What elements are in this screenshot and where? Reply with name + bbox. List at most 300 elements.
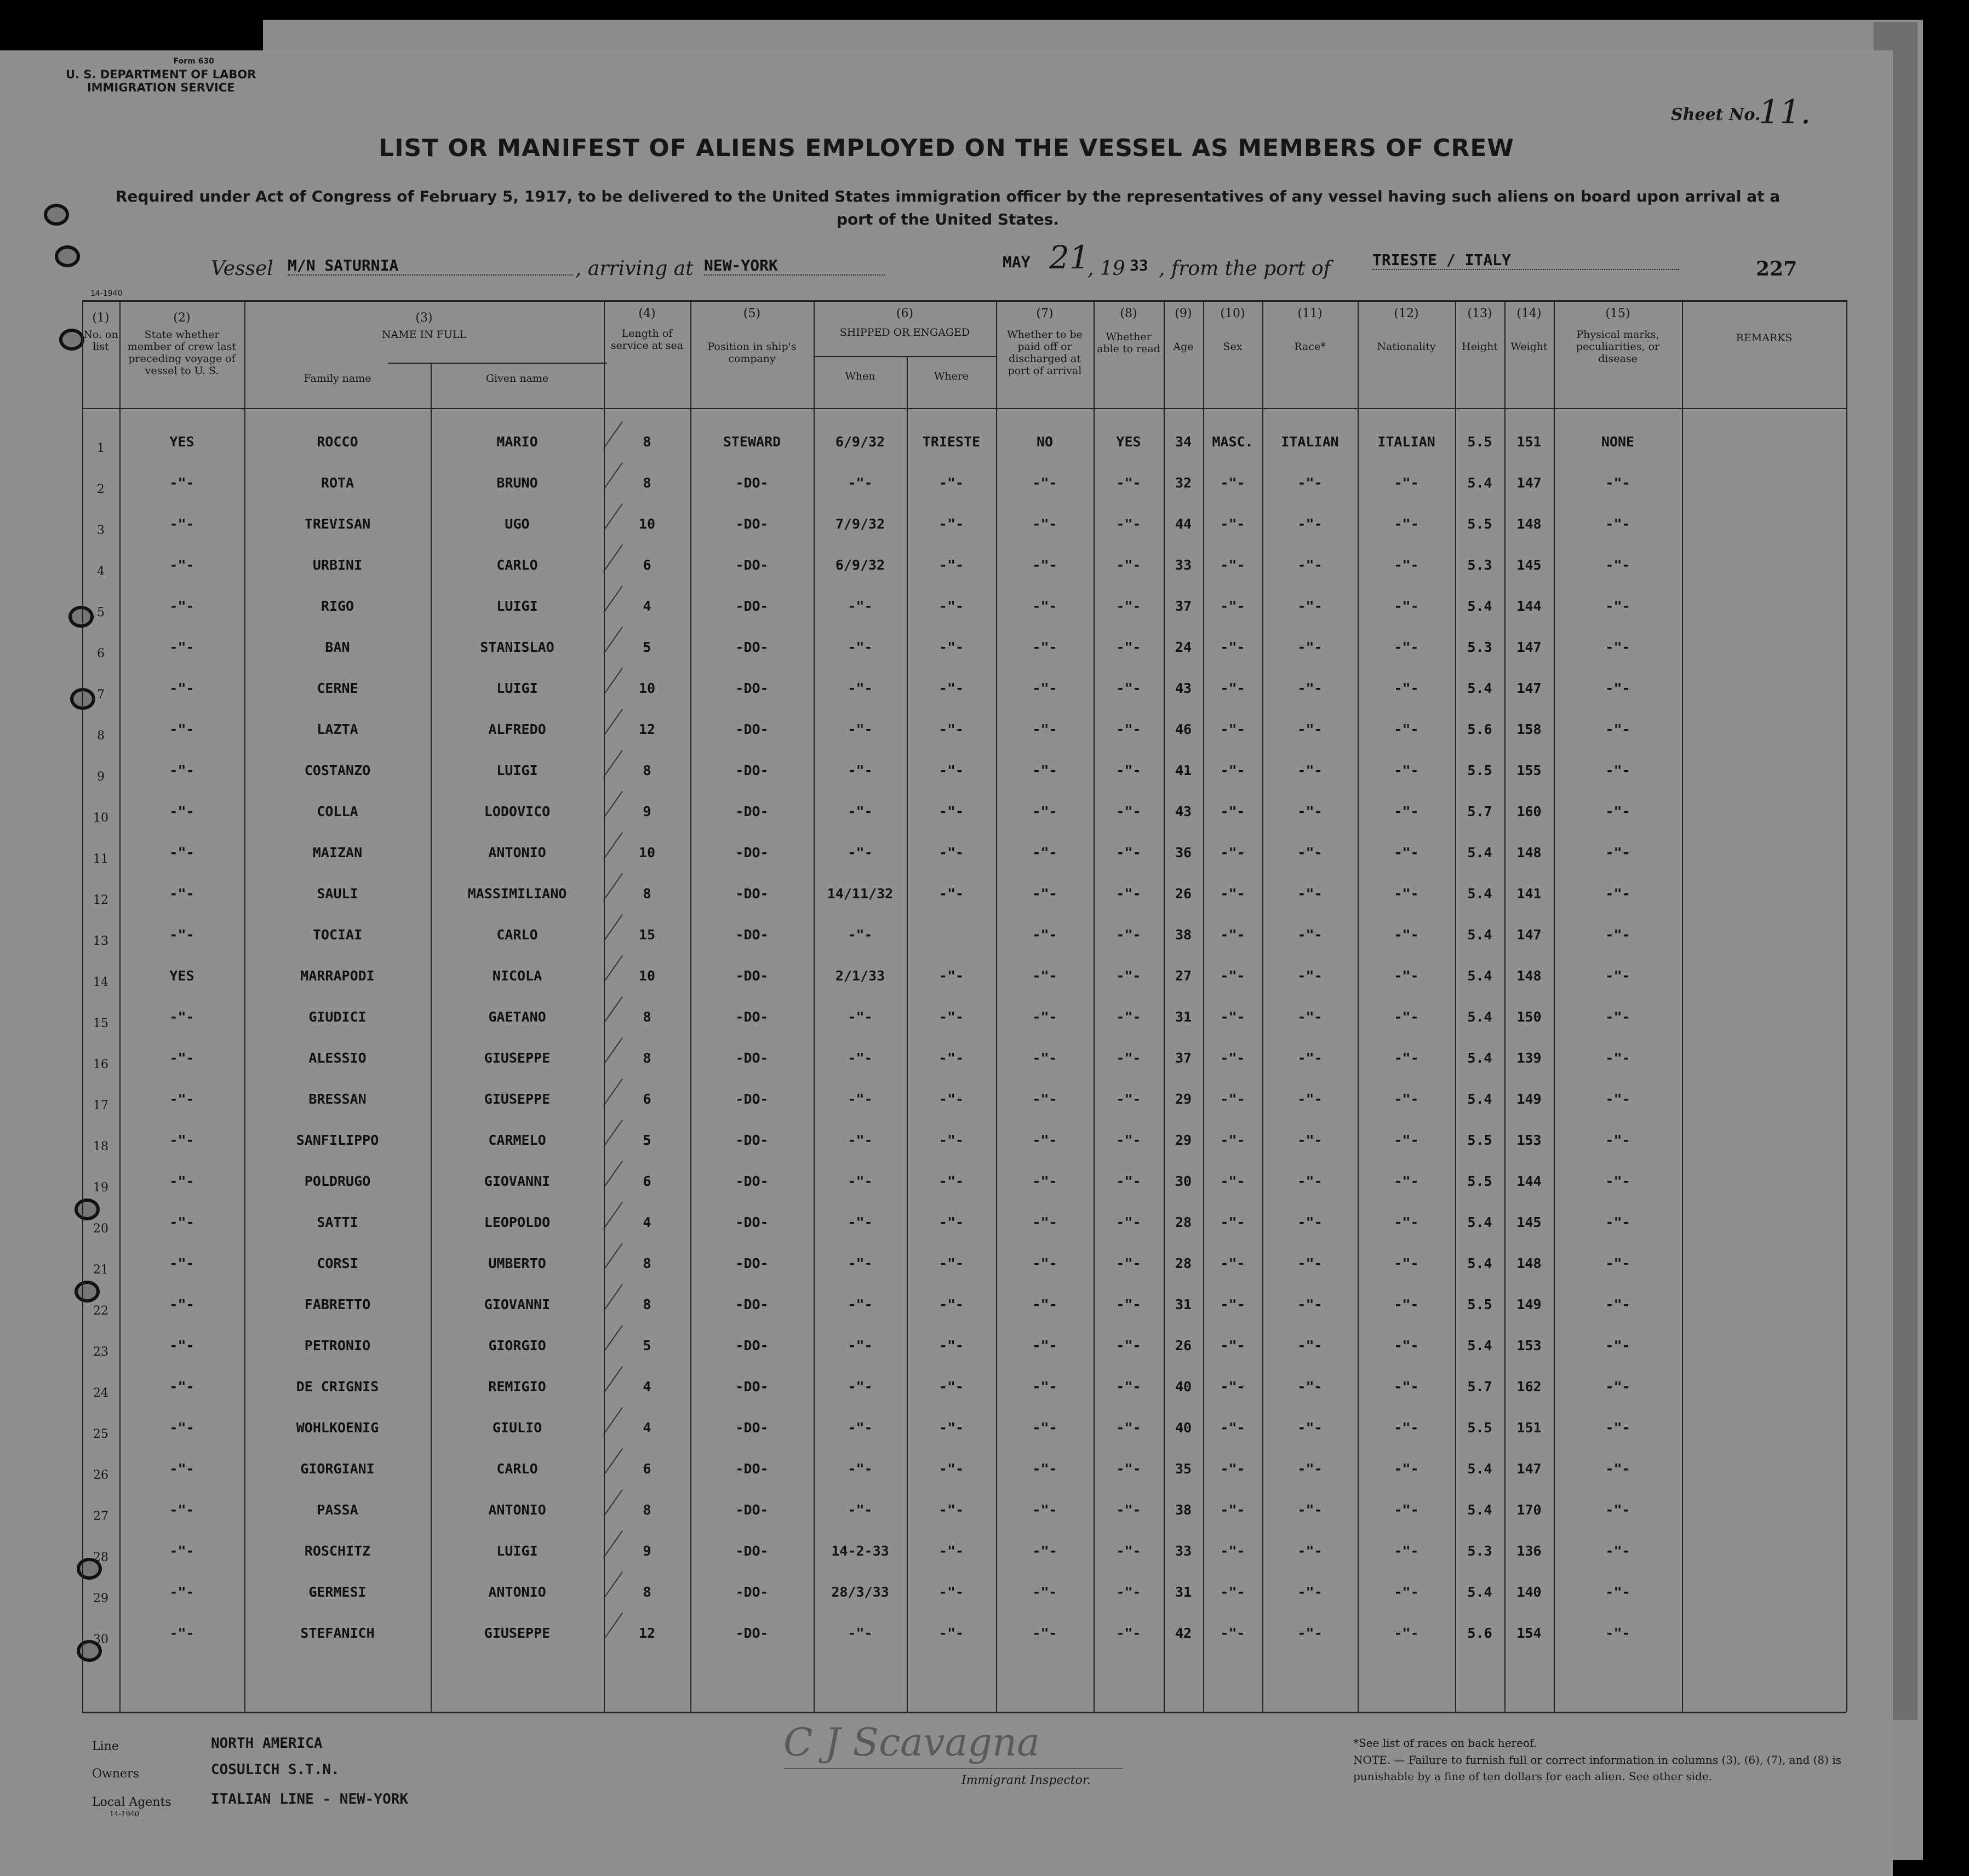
- shipped-where-cell: -"-: [938, 1420, 964, 1436]
- service-length-cell: 6: [643, 1091, 651, 1107]
- shipped-when-cell: -"-: [848, 1173, 873, 1189]
- able-to-read-cell: -"-: [1116, 1296, 1141, 1312]
- table-column-rule: [1203, 300, 1204, 1712]
- race-cell: -"-: [1297, 927, 1323, 943]
- shipped-where-cell: -"-: [938, 804, 964, 819]
- shipped-where-cell: -"-: [938, 475, 964, 491]
- age-cell: 32: [1175, 475, 1192, 491]
- position-cell: -DO-: [735, 1214, 769, 1230]
- service-length-cell: 5: [643, 1132, 651, 1148]
- race-cell: -"-: [1297, 1255, 1323, 1271]
- previous-voyage-cell: -"-: [169, 1255, 194, 1271]
- family-name-cell: COLLA: [317, 804, 358, 819]
- family-name-cell: WOHLKOENIG: [296, 1420, 379, 1436]
- nationality-cell: -"-: [1394, 516, 1419, 532]
- nationality-cell: -"-: [1394, 1461, 1419, 1477]
- service-length-cell: 12: [638, 1625, 656, 1641]
- previous-voyage-cell: -"-: [169, 1296, 194, 1312]
- race-cell: -"-: [1297, 557, 1323, 573]
- col2-header: State whether member of crew last preceding voyage of vessel to U. S.: [127, 329, 237, 377]
- row-number-cell: 30: [93, 1633, 108, 1646]
- able-to-read-cell: -"-: [1116, 1502, 1141, 1518]
- physical-marks-cell: -"-: [1605, 1214, 1630, 1230]
- nationality-cell: -"-: [1394, 557, 1419, 573]
- row-number-cell: 4: [97, 565, 105, 578]
- service-length-cell: 5: [643, 639, 651, 655]
- col7-header: Whether to be paid off or discharged at port of arrival: [1007, 329, 1083, 377]
- nationality-cell: -"-: [1394, 762, 1419, 778]
- height-cell: 5.5: [1467, 1420, 1492, 1436]
- position-cell: -DO-: [735, 1543, 769, 1559]
- col6-num: (6): [896, 307, 914, 320]
- family-name-cell: PASSA: [317, 1502, 358, 1518]
- race-cell: -"-: [1297, 1173, 1323, 1189]
- vessel-name: M/N SATURNIA: [288, 256, 573, 276]
- paid-off-cell: -"-: [1032, 1255, 1057, 1271]
- form-info: [66, 55, 256, 94]
- row-number-cell: 1: [97, 441, 105, 455]
- row-number-cell: 13: [93, 934, 108, 948]
- paid-off-cell: -"-: [1032, 1009, 1057, 1025]
- previous-voyage-cell: -"-: [169, 1214, 194, 1230]
- able-to-read-cell: -"-: [1116, 1461, 1141, 1477]
- position-cell: -DO-: [735, 1420, 769, 1436]
- age-cell: 40: [1175, 1420, 1192, 1436]
- weight-cell: 148: [1516, 516, 1542, 532]
- given-name-cell: LUIGI: [496, 762, 538, 778]
- position-cell: -DO-: [735, 1091, 769, 1107]
- weight-cell: 147: [1516, 639, 1542, 655]
- age-cell: 33: [1175, 1543, 1192, 1559]
- previous-voyage-cell: -"-: [169, 639, 194, 655]
- height-cell: 5.4: [1467, 598, 1492, 614]
- col3b-header: Given name: [485, 372, 549, 385]
- col5-header: Position in ship's company: [707, 341, 797, 365]
- owners-value: COSULICH S.T.N.: [211, 1762, 340, 1778]
- sex-cell: -"-: [1220, 1543, 1245, 1559]
- weight-cell: 150: [1516, 1009, 1542, 1025]
- service-length-cell: 10: [638, 680, 656, 696]
- height-cell: 5.4: [1467, 1050, 1492, 1066]
- able-to-read-cell: -"-: [1116, 598, 1141, 614]
- previous-voyage-cell: -"-: [169, 557, 194, 573]
- position-cell: STEWARD: [723, 434, 781, 450]
- shipped-when-cell: -"-: [848, 1296, 873, 1312]
- shipped-when-cell: -"-: [848, 1255, 873, 1271]
- service-length-cell: 6: [643, 1173, 651, 1189]
- col2-num: (2): [173, 311, 191, 325]
- previous-voyage-cell: -"-: [169, 927, 194, 943]
- service-length-cell: 9: [643, 804, 651, 819]
- physical-marks-cell: -"-: [1605, 1543, 1630, 1559]
- able-to-read-cell: -"-: [1116, 680, 1141, 696]
- service-length-cell: 8: [643, 886, 651, 902]
- weight-cell: 145: [1516, 557, 1542, 573]
- height-cell: 5.4: [1467, 1502, 1492, 1518]
- physical-marks-cell: -"-: [1605, 516, 1630, 532]
- sex-cell: -"-: [1220, 1214, 1245, 1230]
- paid-off-cell: -"-: [1032, 762, 1057, 778]
- previous-voyage-cell: YES: [169, 968, 194, 984]
- previous-voyage-cell: -"-: [169, 1173, 194, 1189]
- position-cell: -DO-: [735, 557, 769, 573]
- position-cell: -DO-: [735, 1625, 769, 1641]
- shipped-where-cell: -"-: [938, 1214, 964, 1230]
- row-number-cell: 27: [93, 1510, 108, 1523]
- weight-cell: 141: [1516, 886, 1542, 902]
- col3-num: (3): [415, 311, 433, 325]
- physical-marks-cell: -"-: [1605, 598, 1630, 614]
- paid-off-cell: -"-: [1032, 598, 1057, 614]
- age-cell: 42: [1175, 1625, 1192, 1641]
- previous-voyage-cell: -"-: [169, 1420, 194, 1436]
- height-cell: 5.5: [1467, 516, 1492, 532]
- col15-header: Physical marks, peculiarities, or disease: [1576, 329, 1660, 365]
- physical-marks-cell: -"-: [1605, 475, 1630, 491]
- given-name-cell: STANISLAO: [480, 639, 554, 655]
- age-cell: 31: [1175, 1296, 1192, 1312]
- sex-cell: -"-: [1220, 475, 1245, 491]
- weight-cell: 144: [1516, 1173, 1542, 1189]
- previous-voyage-cell: -"-: [169, 804, 194, 819]
- paid-off-cell: -"-: [1032, 1625, 1057, 1641]
- previous-voyage-cell: -"-: [169, 1461, 194, 1477]
- col6b-header: Where: [934, 370, 969, 382]
- row-number-cell: 5: [97, 606, 105, 619]
- nationality-cell: -"-: [1394, 1050, 1419, 1066]
- position-cell: -DO-: [735, 1379, 769, 1395]
- col4-header: Length of service at sea: [610, 328, 684, 352]
- sex-cell: -"-: [1220, 762, 1245, 778]
- paid-off-cell: -"-: [1032, 721, 1057, 737]
- previous-voyage-cell: -"-: [169, 1379, 194, 1395]
- nationality-cell: -"-: [1394, 1625, 1419, 1641]
- able-to-read-cell: -"-: [1116, 762, 1141, 778]
- height-cell: 5.5: [1467, 1296, 1492, 1312]
- nationality-cell: ITALIAN: [1377, 434, 1435, 450]
- physical-marks-cell: -"-: [1605, 1173, 1630, 1189]
- weight-cell: 162: [1516, 1379, 1542, 1395]
- shipped-when-cell: -"-: [848, 927, 873, 943]
- paid-off-cell: -"-: [1032, 1543, 1057, 1559]
- height-cell: 5.6: [1467, 1625, 1492, 1641]
- row-number-cell: 23: [93, 1345, 108, 1359]
- previous-voyage-cell: -"-: [169, 680, 194, 696]
- col8-header: Whether able to read: [1097, 331, 1160, 355]
- paid-off-cell: -"-: [1032, 1420, 1057, 1436]
- family-name-cell: ALESSIO: [308, 1050, 367, 1066]
- age-cell: 36: [1175, 845, 1192, 860]
- age-cell: 37: [1175, 598, 1192, 614]
- col4-num: (4): [638, 307, 656, 320]
- able-to-read-cell: -"-: [1116, 516, 1141, 532]
- nationality-cell: -"-: [1394, 1255, 1419, 1271]
- able-to-read-cell: -"-: [1116, 1214, 1141, 1230]
- race-cell: -"-: [1297, 845, 1323, 860]
- shipped-when-cell: -"-: [848, 721, 873, 737]
- physical-marks-cell: -"-: [1605, 1009, 1630, 1025]
- row-number-cell: 6: [97, 647, 105, 661]
- row-number-cell: 11: [93, 852, 108, 866]
- age-cell: 46: [1175, 721, 1192, 737]
- sex-cell: -"-: [1220, 1255, 1245, 1271]
- paid-off-cell: -"-: [1032, 1132, 1057, 1148]
- height-cell: 5.3: [1467, 639, 1492, 655]
- able-to-read-cell: -"-: [1116, 927, 1141, 943]
- service-length-cell: 12: [638, 721, 656, 737]
- service-length-cell: 9: [643, 1543, 651, 1559]
- height-cell: 5.4: [1467, 1461, 1492, 1477]
- shipped-where-cell: -"-: [938, 1625, 964, 1641]
- position-cell: -DO-: [735, 639, 769, 655]
- race-cell: -"-: [1297, 1502, 1323, 1518]
- previous-voyage-cell: -"-: [169, 1625, 194, 1641]
- able-to-read-cell: -"-: [1116, 557, 1141, 573]
- shipped-where-cell: -"-: [938, 1050, 964, 1066]
- physical-marks-cell: -"-: [1605, 1625, 1630, 1641]
- race-cell: -"-: [1297, 804, 1323, 819]
- row-number-cell: 3: [97, 524, 105, 537]
- race-cell: -"-: [1297, 1584, 1323, 1600]
- physical-marks-cell: -"-: [1605, 1338, 1630, 1353]
- shipped-where-cell: -"-: [938, 1461, 964, 1477]
- shipped-when-cell: -"-: [848, 1379, 873, 1395]
- given-name-cell: GIUSEPPE: [484, 1625, 551, 1641]
- race-cell: -"-: [1297, 886, 1323, 902]
- physical-marks-cell: -"-: [1605, 886, 1630, 902]
- given-name-cell: GIOVANNI: [484, 1296, 551, 1312]
- position-cell: -DO-: [735, 680, 769, 696]
- race-cell: -"-: [1297, 968, 1323, 984]
- col7-num: (7): [1036, 307, 1054, 320]
- able-to-read-cell: -"-: [1116, 1625, 1141, 1641]
- able-to-read-cell: -"-: [1116, 1584, 1141, 1600]
- row-number-cell: 17: [93, 1099, 108, 1112]
- race-cell: -"-: [1297, 1379, 1323, 1395]
- family-name-cell: GIUDICI: [308, 1009, 367, 1025]
- weight-cell: 148: [1516, 968, 1542, 984]
- owners-label: Owners: [92, 1767, 139, 1781]
- shipped-when-cell: -"-: [848, 1214, 873, 1230]
- shipped-when-cell: -"-: [848, 1050, 873, 1066]
- table-column-rule: [996, 300, 997, 1712]
- shipped-when-cell: -"-: [848, 1461, 873, 1477]
- age-cell: 28: [1175, 1214, 1192, 1230]
- paid-off-cell: -"-: [1032, 639, 1057, 655]
- physical-marks-cell: -"-: [1605, 680, 1630, 696]
- shipped-subheader-border: [814, 356, 996, 357]
- paid-off-cell: -"-: [1032, 1214, 1057, 1230]
- shipped-when-cell: -"-: [848, 680, 873, 696]
- physical-marks-cell: -"-: [1605, 1502, 1630, 1518]
- sex-cell: -"-: [1220, 516, 1245, 532]
- punch-hole: [75, 1281, 100, 1303]
- age-cell: 43: [1175, 680, 1192, 696]
- race-cell: ITALIAN: [1281, 434, 1339, 450]
- given-name-cell: REMIGIO: [488, 1379, 546, 1395]
- able-to-read-cell: -"-: [1116, 475, 1141, 491]
- col15-num: (15): [1605, 307, 1630, 320]
- nationality-cell: -"-: [1394, 845, 1419, 860]
- service-length-cell: 6: [643, 1461, 651, 1477]
- age-cell: 44: [1175, 516, 1192, 532]
- given-name-cell: ANTONIO: [488, 845, 546, 860]
- agents-stamp: 14-1940: [110, 1810, 140, 1818]
- height-cell: 5.5: [1467, 1173, 1492, 1189]
- vessel-label: Vessel: [211, 257, 273, 280]
- family-name-cell: FABRETTO: [304, 1296, 371, 1312]
- paid-off-cell: -"-: [1032, 1461, 1057, 1477]
- weight-cell: 151: [1516, 1420, 1542, 1436]
- sheet-label: Sheet No.: [1671, 105, 1761, 124]
- height-cell: 5.3: [1467, 1543, 1492, 1559]
- paid-off-cell: -"-: [1032, 927, 1057, 943]
- family-name-cell: SAULI: [317, 886, 358, 902]
- weight-cell: 147: [1516, 927, 1542, 943]
- shipped-where-cell: -"-: [938, 886, 964, 902]
- physical-marks-cell: -"-: [1605, 721, 1630, 737]
- row-number-cell: 2: [97, 483, 105, 496]
- shipped-when-cell: -"-: [848, 1625, 873, 1641]
- age-cell: 31: [1175, 1009, 1192, 1025]
- given-name-cell: CARLO: [496, 1461, 538, 1477]
- service-length-cell: 10: [638, 516, 656, 532]
- able-to-read-cell: -"-: [1116, 1173, 1141, 1189]
- table-top-border: [82, 300, 1846, 302]
- paid-off-cell: -"-: [1032, 1502, 1057, 1518]
- col10-num: (10): [1220, 307, 1245, 320]
- position-cell: -DO-: [735, 1461, 769, 1477]
- previous-voyage-cell: -"-: [169, 1132, 194, 1148]
- arrival-day: 21: [1049, 239, 1090, 276]
- physical-marks-cell: -"-: [1605, 1461, 1630, 1477]
- fine-note: NOTE. — Failure to furnish full or correct information in columns (3), (6), (7), and (8) is punishable by a fine of ten dollars for each alien. See other side.: [1353, 1753, 1841, 1783]
- family-name-cell: TREVISAN: [304, 516, 371, 532]
- punch-hole: [59, 329, 84, 351]
- shipped-when-cell: 28/3/33: [831, 1584, 889, 1600]
- nationality-cell: -"-: [1394, 1173, 1419, 1189]
- shipped-where-cell: -"-: [938, 1255, 964, 1271]
- race-cell: -"-: [1297, 1009, 1323, 1025]
- height-cell: 5.5: [1467, 762, 1492, 778]
- col12-num: (12): [1394, 307, 1419, 320]
- shipped-when-cell: -"-: [848, 1132, 873, 1148]
- physical-marks-cell: -"-: [1605, 1420, 1630, 1436]
- shipped-where-cell: -"-: [938, 1091, 964, 1107]
- service-length-cell: 8: [643, 1502, 651, 1518]
- position-cell: -DO-: [735, 927, 769, 943]
- shipped-where-cell: -"-: [938, 968, 964, 984]
- sex-cell: -"-: [1220, 680, 1245, 696]
- header-bottom-border: [82, 408, 1846, 409]
- shipped-where-cell: -"-: [938, 845, 964, 860]
- previous-voyage-cell: -"-: [169, 886, 194, 902]
- col10-header: Sex: [1223, 341, 1243, 353]
- position-cell: -DO-: [735, 598, 769, 614]
- sex-cell: -"-: [1220, 1296, 1245, 1312]
- previous-voyage-cell: -"-: [169, 516, 194, 532]
- physical-marks-cell: -"-: [1605, 968, 1630, 984]
- height-cell: 5.7: [1467, 1379, 1492, 1395]
- previous-voyage-cell: -"-: [169, 845, 194, 860]
- family-name-cell: ROSCHITZ: [304, 1543, 371, 1559]
- able-to-read-cell: -"-: [1116, 1050, 1141, 1066]
- table-column-rule: [604, 300, 605, 1712]
- position-cell: -DO-: [735, 1502, 769, 1518]
- remarks-header: REMARKS: [1736, 332, 1793, 344]
- able-to-read-cell: -"-: [1116, 886, 1141, 902]
- race-cell: -"-: [1297, 1214, 1323, 1230]
- physical-marks-cell: -"-: [1605, 1296, 1630, 1312]
- row-number-cell: 12: [93, 893, 108, 907]
- arriving-label: , arriving at: [575, 257, 694, 280]
- service-length-cell: 8: [643, 1296, 651, 1312]
- line-value: NORTH AMERICA: [211, 1735, 323, 1752]
- age-cell: 29: [1175, 1091, 1192, 1107]
- age-cell: 30: [1175, 1173, 1192, 1189]
- age-cell: 24: [1175, 639, 1192, 655]
- row-number-cell: 22: [93, 1304, 108, 1318]
- weight-cell: 136: [1516, 1543, 1542, 1559]
- weight-cell: 145: [1516, 1214, 1542, 1230]
- race-cell: -"-: [1297, 1296, 1323, 1312]
- position-cell: -DO-: [735, 804, 769, 819]
- shipped-where-cell: -"-: [938, 1379, 964, 1395]
- age-cell: 29: [1175, 1132, 1192, 1148]
- able-to-read-cell: -"-: [1116, 1420, 1141, 1436]
- physical-marks-cell: -"-: [1605, 1379, 1630, 1395]
- age-cell: 40: [1175, 1379, 1192, 1395]
- shipped-where-cell: -"-: [938, 762, 964, 778]
- physical-marks-cell: -"-: [1605, 804, 1630, 819]
- race-cell: -"-: [1297, 1338, 1323, 1353]
- able-to-read-cell: -"-: [1116, 1255, 1141, 1271]
- previous-voyage-cell: -"-: [169, 1009, 194, 1025]
- family-name-cell: MAIZAN: [312, 845, 363, 860]
- col6a-header: When: [845, 370, 875, 382]
- age-cell: 38: [1175, 927, 1192, 943]
- shipped-when-cell: -"-: [848, 598, 873, 614]
- nationality-cell: -"-: [1394, 598, 1419, 614]
- able-to-read-cell: -"-: [1116, 1379, 1141, 1395]
- age-cell: 26: [1175, 886, 1192, 902]
- paid-off-cell: -"-: [1032, 1173, 1057, 1189]
- nationality-cell: -"-: [1394, 1091, 1419, 1107]
- paid-off-cell: -"-: [1032, 1338, 1057, 1353]
- row-number-cell: 25: [93, 1427, 108, 1441]
- family-name-cell: GIORGIANI: [300, 1461, 375, 1477]
- able-to-read-cell: -"-: [1116, 1091, 1141, 1107]
- inspector-signature: C J Scavagna: [783, 1720, 1040, 1765]
- previous-voyage-cell: -"-: [169, 1502, 194, 1518]
- height-cell: 5.6: [1467, 721, 1492, 737]
- sex-cell: -"-: [1220, 1091, 1245, 1107]
- shipped-when-cell: 2/1/33: [835, 968, 885, 984]
- family-name-cell: CERNE: [317, 680, 358, 696]
- table-column-rule: [690, 300, 691, 1712]
- weight-cell: 144: [1516, 598, 1542, 614]
- given-name-cell: GIUSEPPE: [484, 1050, 551, 1066]
- age-cell: 43: [1175, 804, 1192, 819]
- service-length-cell: 4: [643, 1379, 651, 1395]
- shipped-where-cell: -"-: [938, 1132, 964, 1148]
- age-cell: 33: [1175, 557, 1192, 573]
- given-name-cell: LUIGI: [496, 598, 538, 614]
- height-cell: 5.4: [1467, 968, 1492, 984]
- height-cell: 5.3: [1467, 557, 1492, 573]
- service-length-cell: 8: [643, 1050, 651, 1066]
- shipped-when-cell: 14-2-33: [831, 1543, 889, 1559]
